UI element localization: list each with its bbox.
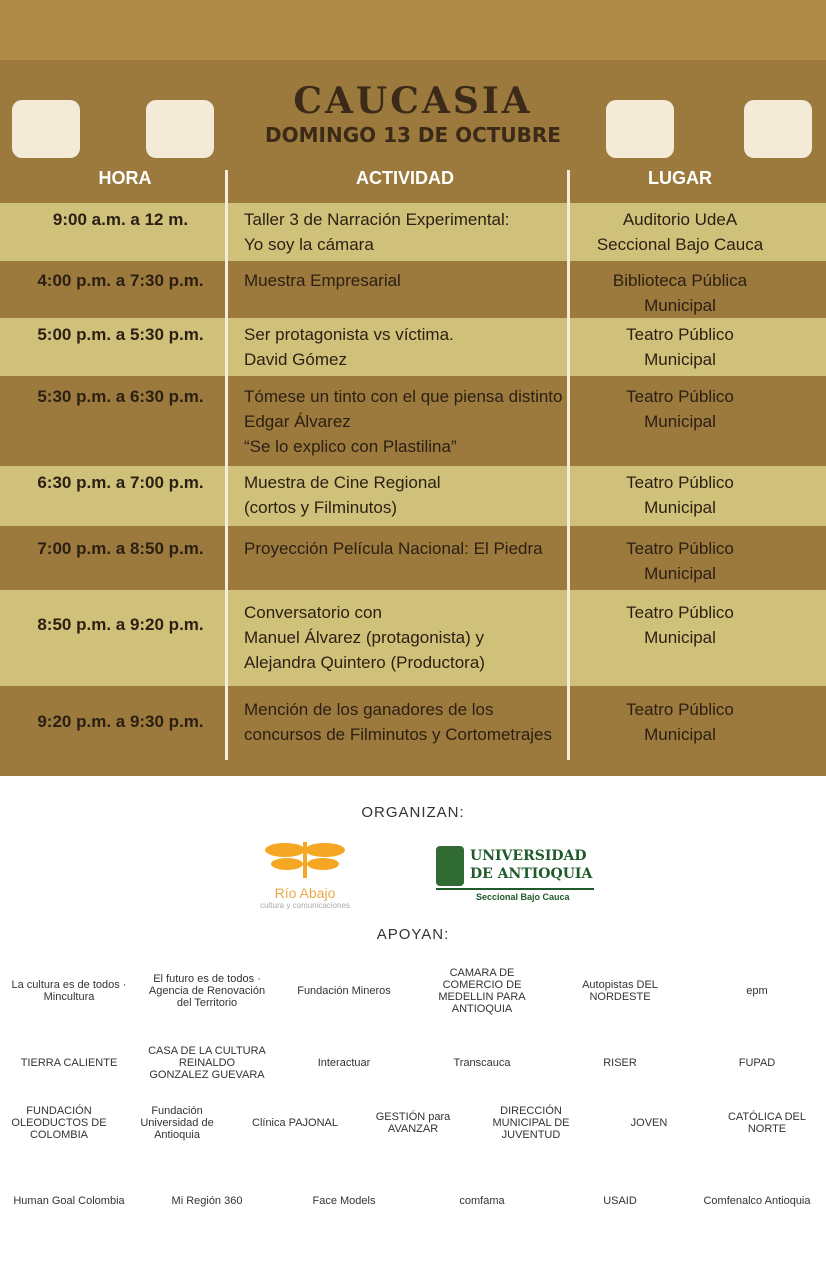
lugar-line: Auditorio UdeA (622, 210, 738, 229)
actividad-line: “Se lo explico con Plastilina” (244, 437, 457, 456)
actividad-line: concursos de Filminutos y Cortometrajes (244, 725, 553, 744)
udea-logo (436, 846, 596, 904)
row-lugar (580, 536, 780, 586)
rio-abajo-logo (250, 836, 360, 916)
sponsors-section (0, 776, 826, 1276)
film-strip-top (0, 0, 826, 60)
sponsor-logo: GESTIÓN para AVANZAR (375, 1111, 451, 1135)
row-lugar (580, 470, 780, 520)
udea-name-2: DE ANTIOQUIA (470, 866, 593, 882)
sponsor-logo: Fundación Universidad de Antioquia (140, 1105, 214, 1141)
sponsor-logo: comfama (459, 1195, 505, 1207)
lugar-line: Municipal (644, 498, 716, 517)
actividad-line: David Gómez (244, 350, 347, 369)
actividad-line: Yo soy la cámara (244, 235, 374, 254)
sponsor-logo: Comfenalco Antioquia (703, 1195, 811, 1207)
row-hora: 9:00 a.m. a 12 m. (52, 210, 189, 229)
sponsor-logo: Face Models (312, 1195, 376, 1207)
sponsor-logo: Fundación Mineros (297, 985, 391, 997)
sponsor-logo: Autopistas DEL NORDESTE (582, 979, 658, 1003)
actividad-line: Taller 3 de Narración Experimental: (244, 210, 510, 229)
lugar-line: Teatro Público (626, 473, 734, 492)
actividad-line: Ser protagonista vs víctima. (244, 325, 454, 344)
lugar-line: Biblioteca Pública (612, 271, 748, 290)
row-actividad (244, 384, 564, 459)
sponsor-logo: CATÓLICA DEL NORTE (727, 1111, 807, 1135)
sponsor-logo: CAMARA DE COMERCIO DE MEDELLIN PARA ANTIOQUIA (438, 967, 526, 1015)
lugar-line: Teatro Público (626, 700, 734, 719)
sponsor-logo: Human Goal Colombia (13, 1195, 125, 1207)
lugar-line: Municipal (644, 564, 716, 583)
row-actividad (244, 697, 564, 747)
row-hora: 7:00 p.m. a 8:50 p.m. (37, 539, 204, 558)
actividad-line: Manuel Álvarez (protagonista) y (244, 628, 485, 647)
actividad-line: Muestra Empresarial (244, 271, 401, 290)
udea-underline (436, 888, 594, 890)
sponsor-logo: Clínica PAJONAL (252, 1117, 338, 1129)
sponsor-logo: TIERRA CALIENTE (20, 1057, 118, 1069)
actividad-line: Conversatorio con (244, 603, 382, 622)
sponsor-logo: CASA DE LA CULTURA REINALDO GONZALEZ GUEVARA (148, 1045, 266, 1081)
sponsor-logo: DIRECCIÓN MUNICIPAL DE JUVENTUD (492, 1105, 570, 1141)
city-title: CAUCASIA (293, 80, 533, 122)
sponsor-logo: Transcauca (453, 1057, 511, 1069)
rio-abajo-name: Río Abajo (274, 885, 336, 901)
row-hora: 5:00 p.m. a 5:30 p.m. (37, 325, 204, 344)
sponsor-logo: epm (746, 985, 768, 997)
row-actividad (244, 207, 564, 257)
sponsor-logo: JOVEN (630, 1117, 668, 1129)
sponsor-logo: FUNDACIÓN OLEODUCTOS DE COLOMBIA (11, 1105, 107, 1141)
lugar-line: Municipal (644, 725, 716, 744)
row-hora: 8:50 p.m. a 9:20 p.m. (37, 615, 204, 634)
row-actividad (244, 470, 564, 520)
actividad-line: Alejandra Quintero (Productora) (244, 653, 485, 672)
row-actividad (244, 600, 564, 675)
row-hora: 4:00 p.m. a 7:30 p.m. (37, 271, 204, 290)
row-hora: 6:30 p.m. a 7:00 p.m. (37, 473, 204, 492)
row-actividad (244, 322, 564, 372)
lugar-line: Teatro Público (626, 539, 734, 558)
row-lugar (580, 207, 780, 257)
sponsor-logo: El futuro es de todos · Agencia de Renovación del Territorio (148, 973, 266, 1009)
actividad-line: (cortos y Filminutos) (244, 498, 398, 517)
dragonfly-icon (260, 836, 350, 880)
column-header-actividad: ACTIVIDAD (356, 168, 454, 188)
organizan-label: ORGANIZAN: (361, 804, 465, 821)
sponsor-logo: RISER (603, 1057, 637, 1069)
udea-sub: Seccional Bajo Cauca (476, 892, 570, 902)
actividad-line: Tómese un tinto con el que piensa distinto (244, 387, 563, 406)
udea-crest-icon (436, 846, 464, 886)
lugar-line: Municipal (644, 350, 716, 369)
row-lugar (580, 384, 780, 434)
sponsor-logo: La cultura es de todos · Mincultura (11, 979, 127, 1003)
sponsor-logo: Interactuar (317, 1057, 371, 1069)
row-hora: 5:30 p.m. a 6:30 p.m. (37, 387, 204, 406)
lugar-line: Municipal (644, 628, 716, 647)
row-actividad (244, 268, 564, 293)
row-lugar (580, 697, 780, 747)
actividad-line: Mención de los ganadores de los (244, 700, 494, 719)
apoyan-label: APOYAN: (376, 926, 450, 943)
row-lugar (580, 268, 780, 318)
rio-abajo-tagline: cultura y comunicaciones (260, 901, 350, 910)
sponsor-logo: USAID (603, 1195, 637, 1207)
udea-name-1: UNIVERSIDAD (470, 848, 587, 864)
row-actividad (244, 536, 564, 561)
lugar-line: Municipal (644, 412, 716, 431)
sponsor-logo: Mi Región 360 (171, 1195, 243, 1207)
lugar-line: Teatro Público (626, 387, 734, 406)
lugar-line: Teatro Público (626, 325, 734, 344)
actividad-line: Muestra de Cine Regional (244, 473, 441, 492)
row-hora: 9:20 p.m. a 9:30 p.m. (37, 712, 204, 731)
column-header-lugar: LUGAR (648, 168, 712, 188)
row-lugar (580, 600, 780, 650)
column-header-hora: HORA (98, 168, 152, 188)
lugar-line: Municipal (644, 296, 716, 315)
date-title: DOMINGO 13 DE OCTUBRE (265, 123, 561, 147)
column-divider (567, 170, 570, 760)
actividad-line: Proyección Película Nacional: El Piedra (244, 539, 543, 558)
row-lugar (580, 322, 780, 372)
lugar-line: Seccional Bajo Cauca (596, 235, 764, 254)
sponsor-logo: FUPAD (738, 1057, 776, 1069)
actividad-line: Edgar Álvarez (244, 412, 351, 431)
column-divider (225, 170, 228, 760)
lugar-line: Teatro Público (626, 603, 734, 622)
